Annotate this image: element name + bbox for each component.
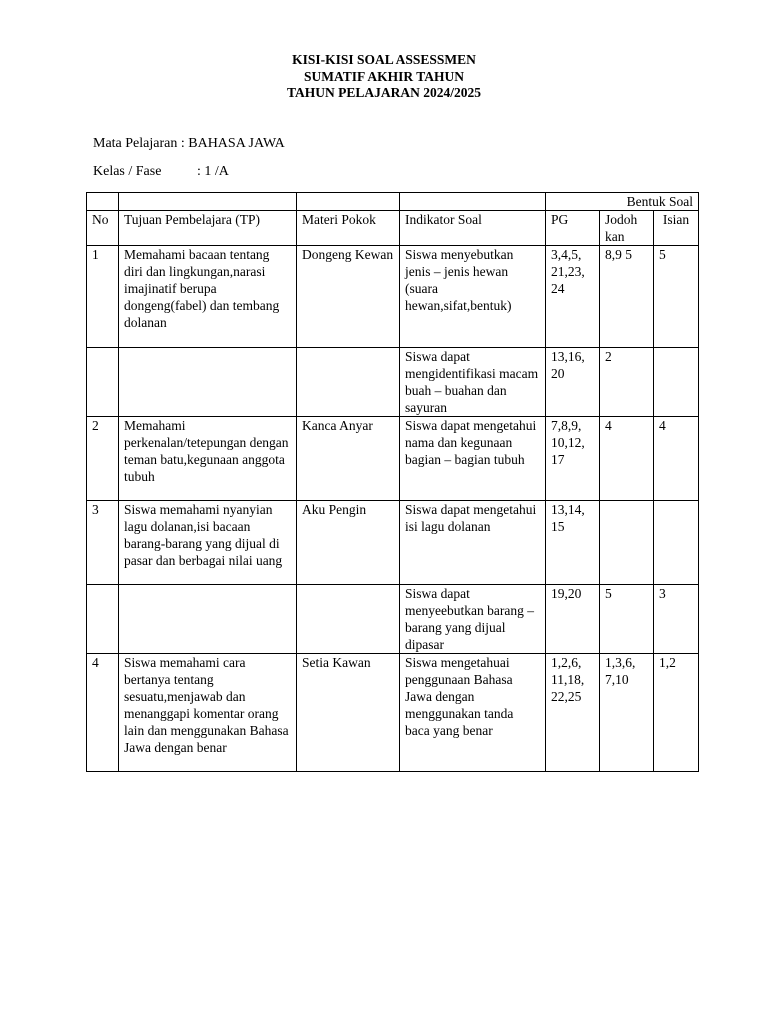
cell-pg: 13,14, 15 — [546, 501, 600, 585]
class-value: : 1 /A — [197, 164, 229, 179]
cell-pg: 13,16, 20 — [546, 348, 600, 417]
cell-indikator: Siswa dapat mengidentifikasi macam buah – buahan dan sayuran — [400, 348, 546, 417]
cell-jodoh: 1,3,6, 7,10 — [600, 654, 654, 772]
cell-isian: 3 — [654, 585, 699, 654]
table-row — [87, 348, 699, 417]
cell-pg: 19,20 — [546, 585, 600, 654]
cell-materi: Kanca Anyar — [297, 417, 400, 501]
cell-isian — [654, 501, 699, 585]
cell-no — [87, 585, 119, 654]
cell-isian: 1,2 — [654, 654, 699, 772]
header-pg: PG — [546, 211, 600, 246]
group-header-row — [87, 193, 699, 211]
subject-info — [93, 136, 285, 152]
cell-materi: Aku Pengin — [297, 501, 400, 585]
header-materi: Materi Pokok — [297, 211, 400, 246]
cell-jodoh: 8,9 5 — [600, 246, 654, 348]
cell-jodoh — [600, 501, 654, 585]
table-row — [87, 501, 699, 585]
header-indikator: Indikator Soal — [400, 211, 546, 246]
cell-tp: Memahami bacaan tentang diri dan lingkungan,narasi imajinatif berupa dongeng(fabel) dan tembang dolanan — [119, 246, 297, 348]
column-header-row — [87, 211, 699, 246]
cell-isian: 4 — [654, 417, 699, 501]
bentuk-soal-header: Bentuk Soal — [546, 193, 699, 211]
document-title — [0, 52, 768, 102]
cell-no: 1 — [87, 246, 119, 348]
cell-materi: Dongeng Kewan — [297, 246, 400, 348]
cell-materi — [297, 585, 400, 654]
cell-pg: 7,8,9, 10,12, 17 — [546, 417, 600, 501]
cell-pg: 3,4,5, 21,23, 24 — [546, 246, 600, 348]
cell-tp: Siswa memahami cara bertanya tentang sesuatu,menjawab dan menanggapi komentar orang lain dan menggunakan Bahasa Jawa dengan benar — [119, 654, 297, 772]
table-row — [87, 417, 699, 501]
cell-no — [87, 348, 119, 417]
cell-tp — [119, 585, 297, 654]
title-line-2: SUMATIF AKHIR TAHUN — [303, 68, 465, 84]
table-row — [87, 585, 699, 654]
subject-value: : BAHASA JAWA — [180, 136, 285, 151]
header-no: No — [87, 211, 119, 246]
cell-jodoh: 2 — [600, 348, 654, 417]
cell-tp: Siswa memahami nyanyian lagu dolanan,isi bacaan barang-barang yang dijual di pasar dan berbagai nilai uang — [119, 501, 297, 585]
cell-materi: Setia Kawan — [297, 654, 400, 772]
header-tp: Tujuan Pembelajara (TP) — [119, 211, 297, 246]
class-info — [93, 164, 229, 180]
header-jodoh: Jodoh kan — [600, 211, 654, 246]
cell-indikator: Siswa dapat mengetahui nama dan kegunaan bagian – bagian tubuh — [400, 417, 546, 501]
cell-no: 2 — [87, 417, 119, 501]
cell-indikator: Siswa menyebutkan jenis – jenis hewan (suara hewan,sifat,bentuk) — [400, 246, 546, 348]
cell-isian: 5 — [654, 246, 699, 348]
header-isian: Isian — [654, 211, 699, 246]
cell-no: 3 — [87, 501, 119, 585]
subject-label: Mata Pelajaran — [93, 136, 178, 151]
cell-tp — [119, 348, 297, 417]
cell-materi — [297, 348, 400, 417]
cell-indikator: Siswa dapat menyeebutkan barang – barang yang dijual dipasar — [400, 585, 546, 654]
cell-pg: 1,2,6, 11,18, 22,25 — [546, 654, 600, 772]
table-row — [87, 654, 699, 772]
title-line-1: KISI-KISI SOAL ASSESSMEN — [292, 52, 476, 67]
cell-jodoh: 5 — [600, 585, 654, 654]
class-label: Kelas / Fase — [93, 164, 162, 179]
cell-jodoh: 4 — [600, 417, 654, 501]
cell-indikator: Siswa dapat mengetahui isi lagu dolanan — [400, 501, 546, 585]
cell-tp: Memahami perkenalan/tetepungan dengan teman batu,kegunaan anggota tubuh — [119, 417, 297, 501]
title-line-3: TAHUN PELAJARAN 2024/2025 — [286, 85, 481, 100]
cell-isian — [654, 348, 699, 417]
table-row — [87, 246, 699, 348]
cell-no: 4 — [87, 654, 119, 772]
assessment-grid-table — [86, 192, 699, 772]
cell-indikator: Siswa mengetahuai penggunaan Bahasa Jawa dengan menggunakan tanda baca yang benar — [400, 654, 546, 772]
